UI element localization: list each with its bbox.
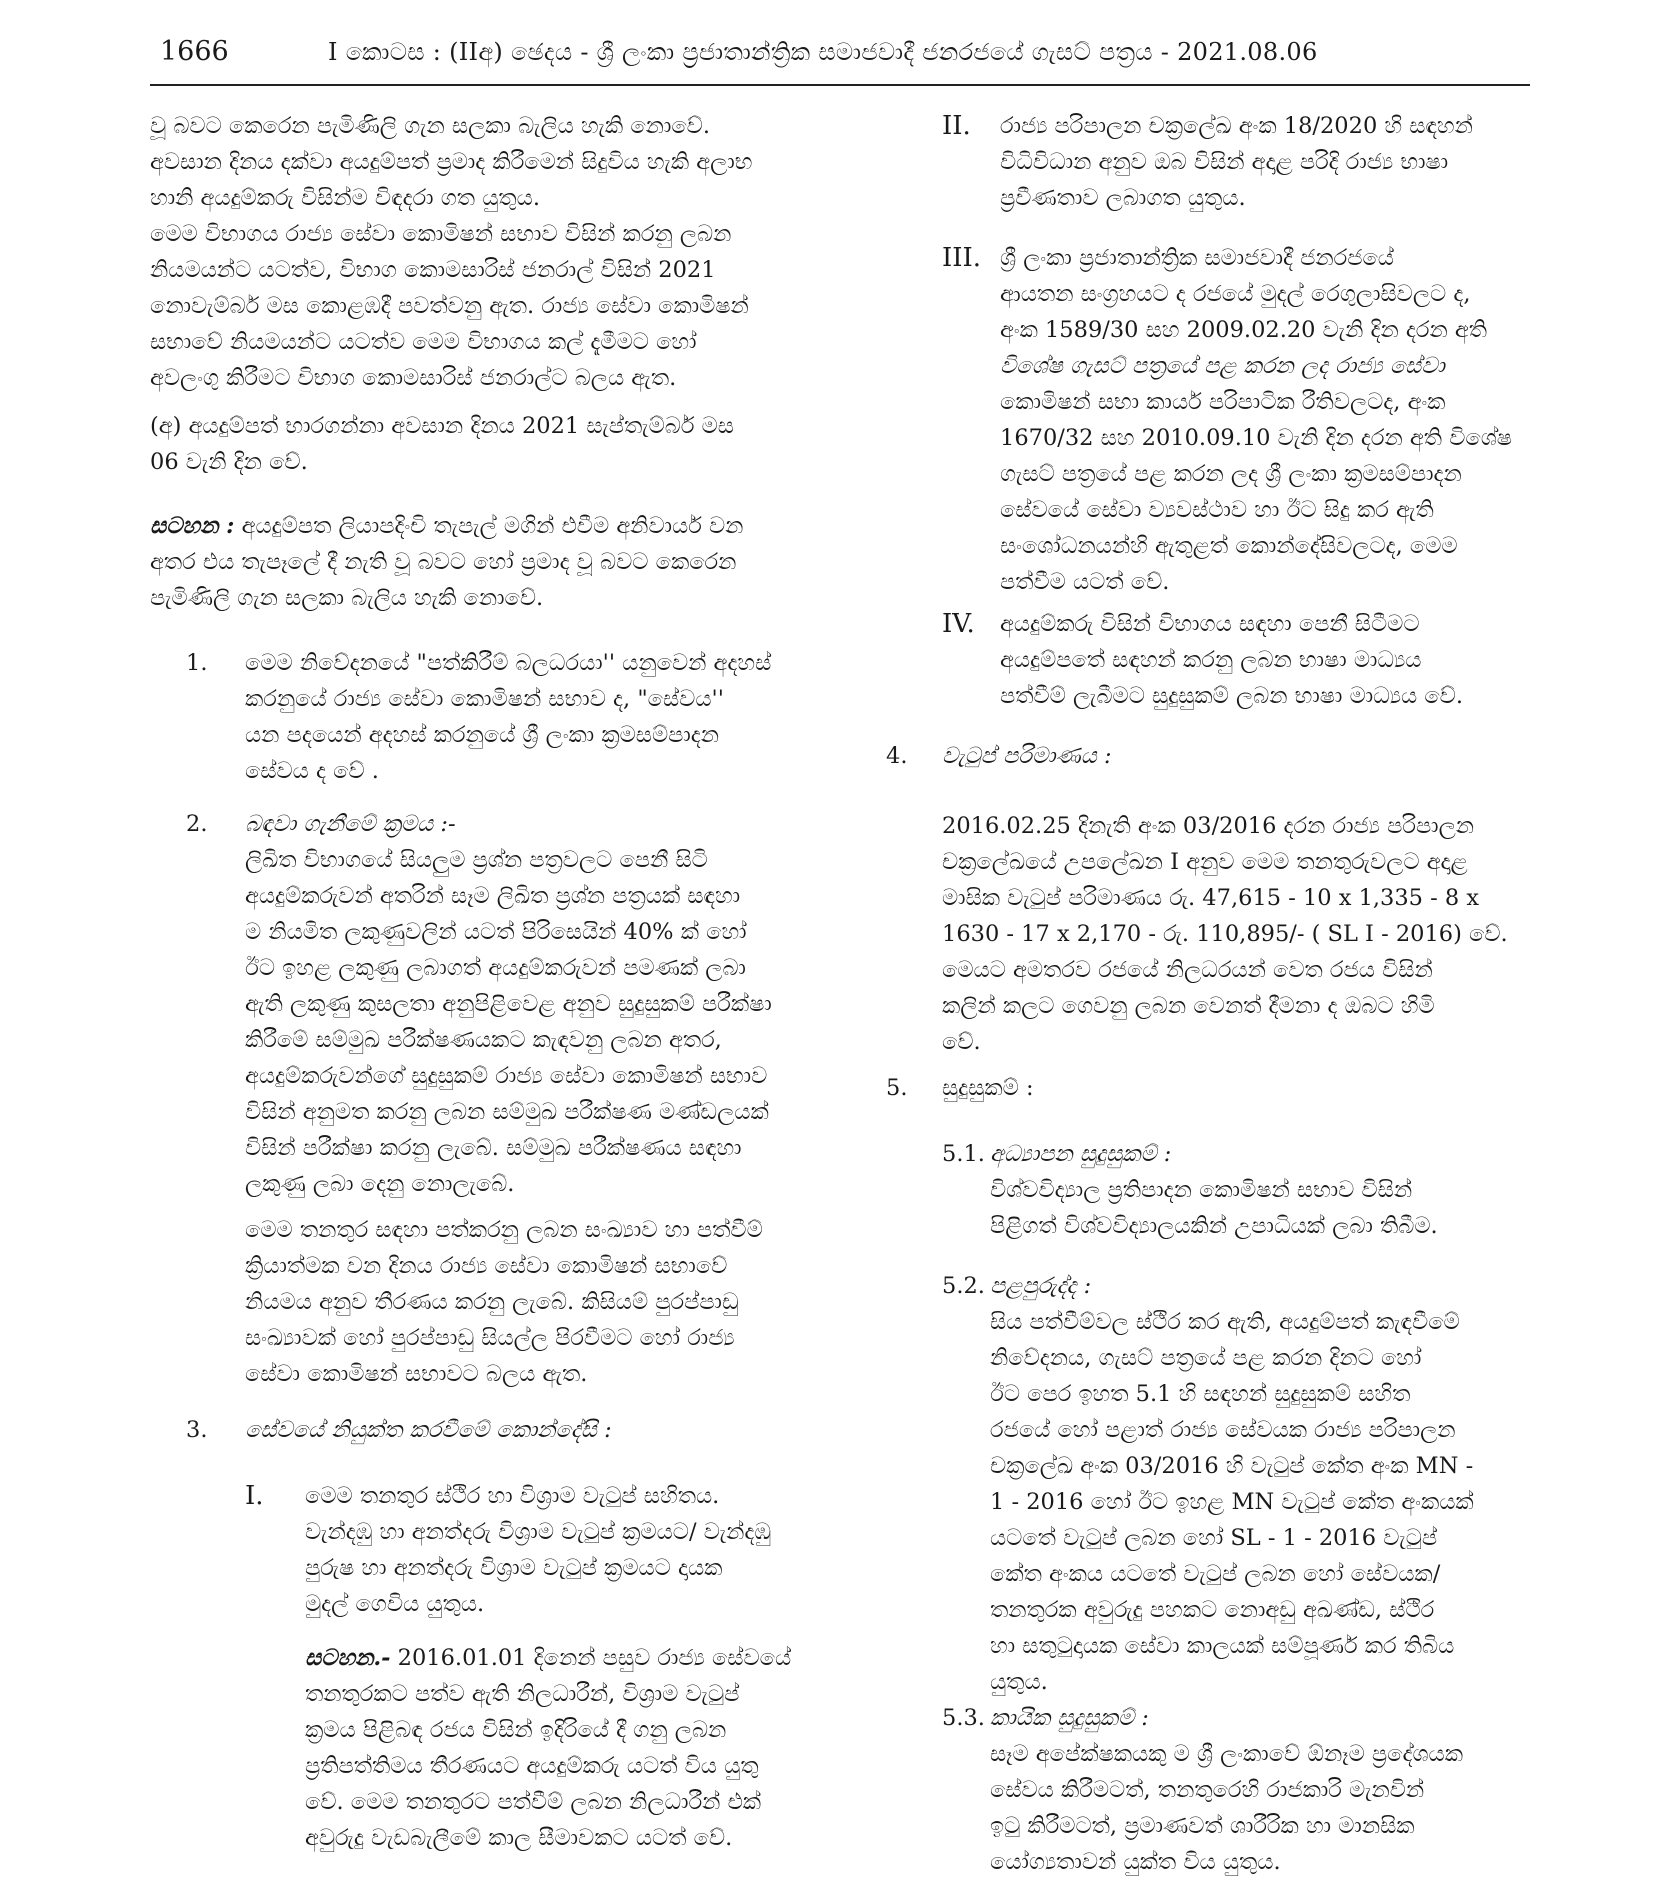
text-line: මුදල් ගෙවිය යුතුය. [305, 1591, 485, 1617]
text-line: වැන්දඹු හා අනත්දරු විශ්‍රාම වැටුප් ක්‍රමයට/ වැන්දඹු [305, 1519, 772, 1545]
text-line: විධිවිධාන අනුව ඔබ විසින් අදාළ පරිදි රාජ්‍ය භාෂා [1000, 149, 1449, 175]
text-line: අතර එය තැපෑලේ දී නැති වූ බවට හෝ ප්‍රමාද වූ බවට කෙරෙන [150, 549, 737, 575]
text-line: වේ. මෙම තනතුරට පත්වීම් ලබන නිලධාරීන් එක් [305, 1789, 762, 1815]
text-line: අවසාන දිනය දක්වා අයදුම්පත් ප්‍රමාද කිරීමෙන් සිදුවිය හැකි අලාභ [150, 149, 753, 175]
item-4-heading [942, 738, 1530, 774]
text-line: වේ. [942, 1029, 981, 1055]
text-line: ලිඛිත විභාගයේ සියලුම ප්‍රශ්න පත්‍රවලට පෙනී සිටි [245, 847, 708, 873]
text-line: ගැසට් පත්‍රයේ පළ කරන ලද ශ්‍රී ලංකා ක්‍රමසම්පාදන [1000, 461, 1462, 487]
text-line: 2016.02.25 දිනැති අංක 03/2016 දරන රාජ්‍ය පරිපාලන [942, 813, 1475, 839]
sub-item-4 [1000, 606, 1530, 714]
qual-5-3 [990, 1700, 1530, 1880]
text-line: ශ්‍රී ලංකා ප්‍රජාතාන්ත්‍රික සමාජවාදී ජනරජයේ [1000, 245, 1394, 271]
sub-heading: අධ්‍යාපන සුදුසුකම් : [990, 1141, 1172, 1167]
text-line: ඊට ඉහළ ලකුණු ලබාගත් අයදුම්කරුවන් පමණක් ලබා [245, 955, 746, 981]
sub-item-number: 5.3. [942, 1705, 985, 1731]
text-line: කිරීමේ සම්මුඛ පරීක්ෂණයකට කැඳවනු ලබන අතර, [245, 1027, 722, 1053]
text-line: අවලංගු කිරීමට විභාග කොමසාරිස් ජනරාල්ට බලය ඇත. [150, 365, 677, 391]
text-line: පැමිණිලි ගැන සලකා බැලිය හැකි නොවේ. [150, 585, 544, 611]
item-heading: බඳවා ගැනීමේ ක්‍රමය :- [245, 811, 456, 837]
item-number: 4. [886, 743, 908, 769]
text-line: පත්වීම් ලැබීමට සුදුසුකම් ලබන භාෂා මාධ්‍යය වේ. [1000, 683, 1463, 709]
item-number: 1. [186, 650, 208, 676]
text-line: අයදුම්කරු විසින් විභාගය සඳහා පෙනී සිටීමට [1000, 611, 1420, 637]
text-line: විසින් පරීක්ෂා කරනු ලැබේ. සම්මුඛ පරීක්ෂණය සඳහා [245, 1135, 742, 1161]
text-line: කරනුයේ රාජ්‍ය සේවා කොමිෂන් සභාව ද, "සේවය'' [245, 686, 724, 712]
text-line: අයදුම්කරුවන්ගේ සුදුසුකම් රාජ්‍ය සේවා කොමිෂන් සභාව [245, 1063, 768, 1089]
text-line: මෙම විභාගය රාජ්‍ය සේවා කොමිෂන් සභාව විසින් කරනු ලබන [150, 221, 732, 247]
sub-item-3 [1000, 240, 1530, 600]
item-heading: සුදුසුකම් : [942, 1075, 1034, 1101]
item-4 [942, 808, 1530, 1060]
text-line: නියමය අනුව තීරණය කරනු ලැබේ. කිසියම් පුරප්පාඩු [245, 1289, 739, 1315]
note-para [150, 508, 822, 616]
text-line: සංඛ්‍යාවක් හෝ පුරප්පාඩු සියල්ල පිරවීමට හෝ රාජ්‍ය [245, 1325, 735, 1351]
text-line: යුතුය. [990, 1669, 1048, 1695]
item-number: 2. [186, 811, 208, 837]
text-line: පත්වීම යටත් වේ. [1000, 569, 1170, 595]
page-number: 1666 [160, 36, 229, 67]
text-line: 1 - 2016 හෝ ඊට ඉහළ MN වැටුප් කේත අංකයක් [990, 1489, 1474, 1515]
text-line: මෙම තනතුර ස්ථිර හා විශ්‍රාම වැටුප් සහිතය. [305, 1483, 720, 1509]
note-label: සටහන : [150, 513, 235, 539]
text-line: විශේෂ ගැසට් පත්‍රයේ පළ කරන ලද රාජ්‍ය සේවා [1000, 353, 1445, 379]
note-label: සටහන.- [305, 1645, 391, 1671]
text-line: අයදුම්කරුවන් අතරින් සෑම ලිඛිත ප්‍රශ්න පත්‍රයක් සඳහා [245, 883, 741, 909]
item-number: 5. [886, 1075, 908, 1101]
text-line: තනතුරකට පත්ව ඇති නිලධාරීන්, විශ්‍රාම වැටුප් [305, 1681, 740, 1707]
item-number: 3. [186, 1417, 208, 1443]
qual-5-2 [990, 1268, 1530, 1700]
text-line: රාජ්‍ය පරිපාලන චක්‍රලේඛ අංක 18/2020 හි සඳහන් [1000, 113, 1473, 139]
text-line: අංක 1589/30 සහ 2009.02.20 වැනි දින දරන අති [1000, 317, 1488, 343]
text-line: 1630 - 17 x 2,170 - රු. 110,895/- ( SL I - 2016) වේ. [942, 921, 1508, 947]
text-line: යටතේ වැටුප් ලබන හෝ SL - 1 - 2016 වැටුප් [990, 1525, 1438, 1551]
sub-item-2 [1000, 108, 1530, 216]
text-line: මෙම තනතුර සඳහා පත්කරනු ලබන සංඛ්‍යාව හා පත්වීම් [245, 1217, 763, 1243]
header-rule [150, 84, 1530, 86]
text-line: මෙයට අමතරව රජයේ නිලධරයන් වෙත රජය විසින් [942, 957, 1433, 983]
text-line: ප්‍රවීණතාව ලබාගත යුතුය. [1000, 185, 1246, 211]
text-line: චක්‍රලේඛයේ උපලේඛන I අනුව මෙම තනතුරුවලට අදාළ [942, 849, 1468, 875]
roman-numeral: IV. [942, 609, 975, 639]
text-line: කොමිෂන් සභා කාර්ය පරිපාටික රීතිවලටද, අංක [1000, 389, 1446, 415]
text-line: සිය පත්වීම්වල ස්ථිර කර ඇති, අයදුම්පත් කැඳවීමේ [990, 1309, 1460, 1335]
sub-item-1 [305, 1478, 822, 1622]
text-line: විසින් අනුමත කරනු ලබන සම්මුඛ පරීක්ෂණ මණ්ඩලයක් [245, 1099, 769, 1125]
text-line: වූ බවට කෙරෙන පැමිණිලි ගැන සලකා බැලිය හැකි නොවේ. [150, 113, 710, 139]
text-line: අවුරුදු වැඩබැලීමේ කාල සීමාවකට යටත් වේ. [305, 1825, 733, 1851]
sub-heading: පළපුරුද්ද : [990, 1273, 1092, 1299]
text-line: මෙම නිවේදනයේ "පත්කිරීම් බලධරයා'' යනුවෙන් අදහස් [245, 650, 772, 676]
text-line: සේවයේ සේවා ව්‍යවස්ථාව හා ඊට සිදු කර ඇති [1000, 497, 1434, 523]
text-line: ඉටු කිරීමටත්, ප්‍රමාණවත් ශාරීරික හා මානසික [990, 1813, 1415, 1839]
sub-heading: කායික සුදුසුකම් : [990, 1705, 1149, 1731]
text-line: ලකුණු ලබා දෙනු නොලැබේ. [245, 1171, 515, 1197]
sub-item-number: 5.1. [942, 1141, 985, 1167]
text-line: 1670/32 සහ 2010.09.10 වැනි දින දරන අති විශේෂ [1000, 425, 1513, 451]
item-1 [245, 645, 822, 789]
roman-numeral: II. [942, 111, 971, 141]
sub-item-number: 5.2. [942, 1273, 985, 1299]
text-line: ආයතන සංග්‍රහයට ද රජයේ මුදල් රෙගුලාසිවලට ද, [1000, 281, 1471, 307]
item-3-heading [245, 1412, 822, 1448]
text-line: ඊට පෙර ඉහත 5.1 හි සඳහන් සුදුසුකම් සහිත [990, 1381, 1411, 1407]
item-2-para-2 [245, 1212, 822, 1392]
item-heading: සේවයේ නියුක්ත කරවීමේ කොන්දේසි : [245, 1417, 612, 1443]
text-line: 06 වැනි දින වේ. [150, 449, 308, 475]
gazette-title: I කොටස : (IIඅ) ඡෙදය - ශ්‍රී ලංකා ප්‍රජාතාන්ත්‍රික සමාජවාදී ජනරජයේ ගැසට් පත්‍රය - 2021.08.06 [328, 38, 1318, 66]
text-line: නියමයන්ට යටත්ව, විභාග කොමසාරිස් ජනරාල් විසින් 2021 [150, 257, 716, 283]
item-2 [245, 806, 822, 1202]
text-line: පිළිගත් විශ්වවිද්‍යාලයකින් උපාධියක් ලබා තිබීම. [990, 1213, 1438, 1239]
text-line: යන පදයෙන් අදහස් කරනුයේ ශ්‍රී ලංකා ක්‍රමසම්පාදන [245, 722, 720, 748]
qual-5-1 [990, 1136, 1530, 1244]
text-line: සේවය කිරීමටත්, තනතුරෙහි රාජකාරි මැනවින් [990, 1777, 1425, 1803]
text-line: පුරුෂ හා අනත්දරු විශ්‍රාම වැටුප් ක්‍රමයට දායක [305, 1555, 723, 1581]
text-line: (අ) අයදුම්පත් භාරගන්නා අවසාන දිනය 2021 සැප්තැම්බර් මස [150, 413, 734, 439]
text-line: ඇති ලකුණු කුසලතා අනුපිළිවෙළ අනුව සුදුසුකම් පරීක්ෂා [245, 991, 772, 1017]
roman-numeral: I. [245, 1481, 264, 1511]
text-line: තනතුරක අවුරුදු පහකට නොඅඩු අඛණ්ඩ, ස්ථිර [990, 1597, 1435, 1623]
text-line: කලින් කලට ගෙවනු ලබන වෙනත් දීමනා ද ඔබට හිමි [942, 993, 1435, 1019]
text-line: ප්‍රතිපත්තිමය තීරණයට අයදුම්කරු යටත් විය යුතු [305, 1753, 759, 1779]
item-heading: වැටුප් පරිමාණය : [942, 743, 1112, 769]
text-line: 2016.01.01 දිනෙන් පසුව රාජ්‍ය සේවයේ [397, 1645, 792, 1671]
text-line: අයදුම්පතේ සඳහන් කරනු ලබන භාෂා මාධ්‍යය [1000, 647, 1422, 673]
roman-numeral: III. [942, 243, 982, 273]
page-header [150, 32, 1530, 82]
text-line: සේවා කොමිෂන් සභාවට බලය ඇත. [245, 1361, 588, 1387]
closing-date-para [150, 408, 822, 480]
text-line: ක්‍රියාත්මක වන දිනය රාජ්‍ය සේවා කොමිෂන් සභාවේ [245, 1253, 728, 1279]
text-line: නොවැම්බර් මස කොළඹදී පවත්වනු ඇත. රාජ්‍ය සේවා කොමිෂන් [150, 293, 749, 319]
text-line: චක්‍රලේඛ අංක 03/2016 හි වැටුප් කේත අංක MN - [990, 1453, 1474, 1479]
text-line: විශ්වවිද්‍යාල ප්‍රතිපාදන කොමිෂන් සභාව විසින් [990, 1177, 1413, 1203]
text-line: අයදුම්පත ලියාපදිංචි තැපැල් මගින් එවීම අනිවාර්ය වන [241, 513, 744, 539]
text-line: නිවේදනය, ගැසට් පත්‍රයේ පළ කරන දිනට හෝ [990, 1345, 1422, 1371]
text-line: සංශෝධනයන්හි ඇතුළත් කොන්දේසිවලටද, මෙම [1000, 533, 1458, 559]
text-line: යෝග්‍යතාවන් යුක්ත විය යුතුය. [990, 1849, 1281, 1875]
text-line: ක්‍රමය පිළිබඳ රජය විසින් ඉදිරියේ දී ගනු ලබන [305, 1717, 727, 1743]
text-line: හා සතුටුදායක සේවා කාලයක් සම්පූර්ණ කර තිබිය [990, 1633, 1455, 1659]
text-line: මාසික වැටුප් පරිමාණය රු. 47,615 - 10 x 1,335 - 8 x [942, 885, 1480, 911]
text-line: සේවය ද වේ . [245, 758, 379, 784]
text-line: රජයේ හෝ පළාත් රාජ්‍ය සේවයක රාජ්‍ය පරිපාලන [990, 1417, 1456, 1443]
text-line: සභාවේ නියමයන්ට යටත්ව මෙම විභාගය කල් දැමීමට හෝ [150, 329, 697, 355]
text-line: ම නියමිත ලකුණුවලින් යටත් පිරිසෙයින් 40% ක් හෝ [245, 919, 747, 945]
text-line: කේත අංකය යටතේ වැටුප් ලබන හෝ සේවයක/ [990, 1561, 1441, 1587]
intro-para [150, 108, 822, 396]
text-line: හානි අයදුම්කරු විසින්ම විඳදරා ගත යුතුය. [150, 185, 540, 211]
sub-item-1-note [305, 1640, 822, 1856]
item-5-heading [942, 1070, 1530, 1106]
text-line: සෑම අපේක්ෂකයකු ම ශ්‍රී ලංකාවේ ඕනෑම ප්‍රදේශයක [990, 1741, 1463, 1767]
